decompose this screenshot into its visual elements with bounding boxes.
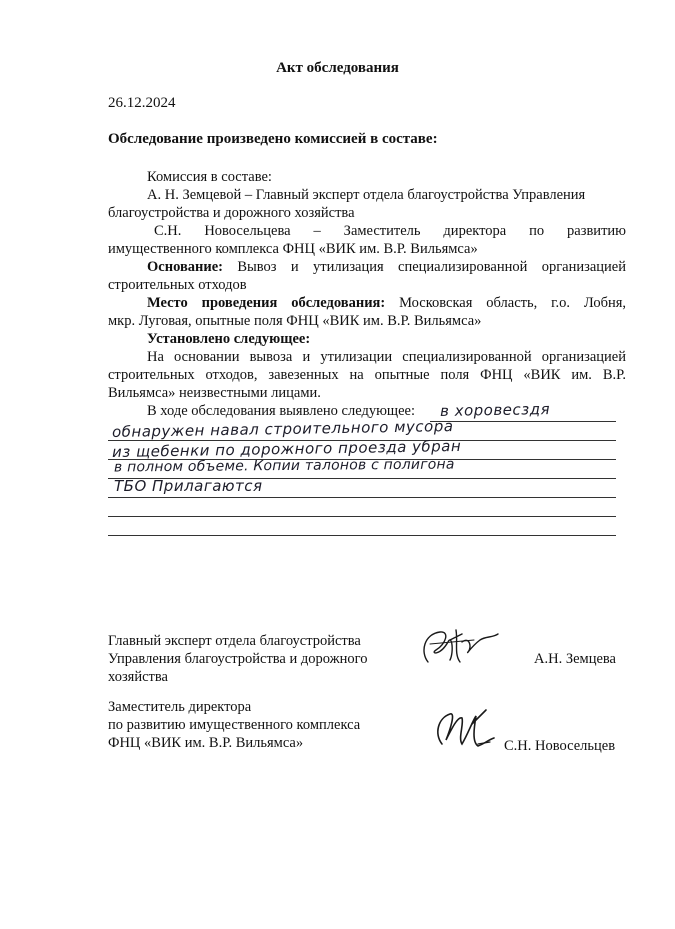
basis-line1 (108, 258, 626, 276)
signatory2-name: С.Н. Новосельцев (504, 738, 616, 754)
handwritten-line: в хоровесздя (439, 400, 551, 420)
member2-line1: С.Н. Новосельцева – Заместитель директора по развитию (154, 223, 626, 239)
signature1-image (410, 622, 500, 672)
location-text1: Московская область, г.о. Лобня, (385, 295, 626, 311)
location-line1 (108, 294, 626, 312)
ruled-line (108, 516, 616, 517)
handwritten-line: обнаружен навал строительного мусора (111, 417, 454, 441)
findings-line2: строительных отходов, завезенных на опытные поля ФНЦ «ВИК им. В.Р. (108, 367, 626, 383)
document-date: 26.12.2024 (108, 95, 176, 111)
location-section (108, 294, 626, 330)
member2-line2: имущественного комплекса ФНЦ «ВИК им. В.Р. Вильямса» (108, 241, 478, 257)
ruled-line (430, 421, 616, 422)
ruled-line (108, 535, 616, 536)
findings-line1: На основании вывоза и утилизации специализированной организацией (147, 349, 626, 365)
signature2-image (428, 704, 508, 764)
location-label: Место проведения обследования: (147, 295, 386, 311)
ruled-line (108, 497, 616, 498)
commission-intro: Комиссия в составе: (147, 169, 272, 185)
location-line2: мкр. Луговая, опытные поля ФНЦ «ВИК им. В.Р. Вильямса» (108, 313, 482, 329)
signatory2-position: Заместитель директора по развитию имущественного комплекса ФНЦ «ВИК им. В.Р. Вильямса» (108, 699, 361, 751)
handwritten-line: в полном объеме. Копии талонов с полигона (113, 456, 455, 476)
basis-section (108, 258, 626, 294)
document-title: Акт обследования (276, 60, 399, 76)
signatory1-position: Главный эксперт отдела благоустройства Управления благоустройства и дорожного хозяйства (108, 633, 368, 685)
signatory1-name: А.Н. Земцева (534, 651, 616, 667)
handwritten-line: из щебенки по дорожного проезда убран (111, 436, 462, 462)
findings-line3: Вильямса» неизвестными лицами. (108, 385, 321, 401)
basis-text1: Вывоз и утилизация специализированной организацией (223, 259, 626, 275)
findings-heading: Установлено следующее: (147, 331, 311, 347)
member1-line2: благоустройства и дорожного хозяйства (108, 205, 355, 221)
commission-heading: Обследование произведено комиссией в составе: (108, 131, 438, 147)
revealed-label: В ходе обследования выявлено следующее: (147, 403, 416, 419)
commission-section (108, 168, 626, 258)
basis-line2: строительных отходов (108, 277, 247, 293)
basis-label: Основание: (147, 259, 224, 275)
member1-line1: А. Н. Земцевой – Главный эксперт отдела благоустройства Управления (147, 187, 586, 203)
handwritten-line: ТБО Прилагаются (114, 477, 263, 495)
